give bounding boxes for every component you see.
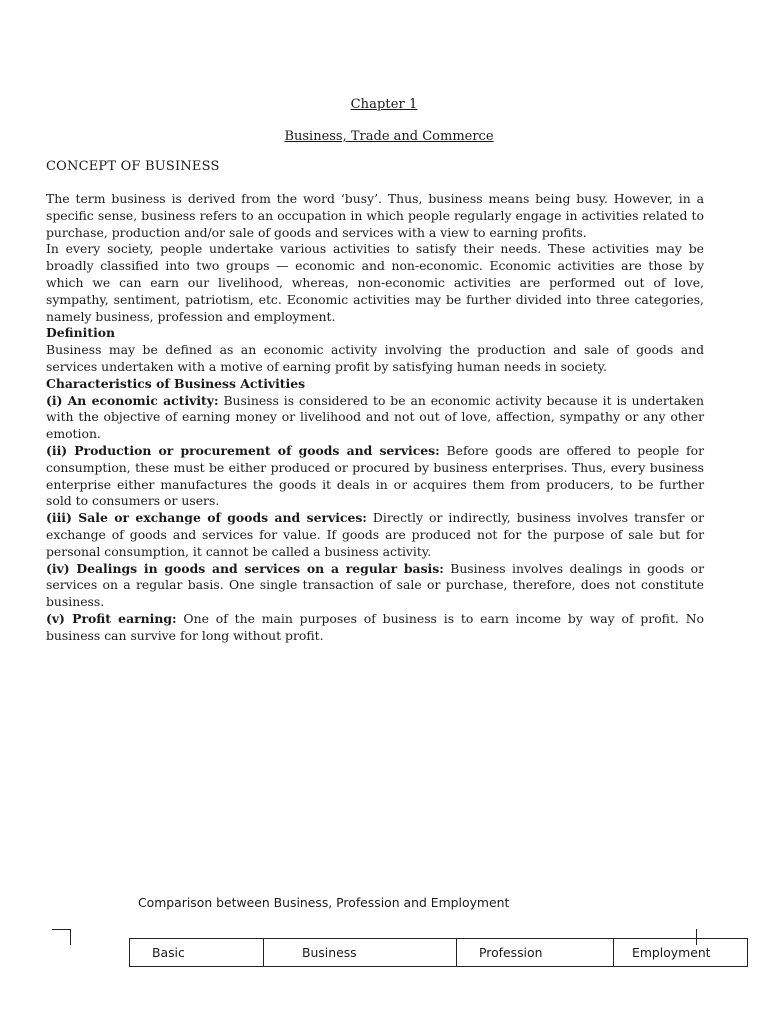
table-header-cell: Profession — [457, 939, 614, 967]
characteristic-item: (v) Profit earning: One of the main purposes of business is to earn income by way of profit. No business can survive for long without profit. — [46, 610, 704, 643]
characteristics-heading: Characteristics of Business Activities — [46, 375, 306, 391]
section-heading: CONCEPT OF BUSINESS — [46, 159, 220, 174]
table-caption: Comparison between Business, Profession and Employment — [138, 895, 510, 910]
intro-paragraph-2: In every society, people undertake various activities to satisfy their needs. These activities may be broadly classified into two groups — economic and non-economic. Economic activities are those by which we can earn our livelihood, whereas, non-economic activities are performed out of love, sympathy, sentiment, patriotism, etc. Economic activities may be further divided into three categories, namely business, profession and employment. — [46, 241, 704, 324]
characteristic-item: (i) An economic activity: Business is considered to be an economic activity because it is undertaken with the objective of earning money or livelihood and not out of love, affection, sympathy or any other emotion. — [46, 392, 704, 442]
chapter-title: Business, Trade and Commerce — [284, 129, 494, 144]
table-header-cell: Basic — [130, 939, 264, 967]
definition-heading: Definition — [46, 325, 116, 341]
table-header-cell: Employment — [614, 939, 748, 967]
definition-text: Business may be defined as an economic activity involving the production and sale of goods and services undertaken with a motive of earning profit by satisfying human needs in society. — [46, 342, 704, 374]
table-header-row — [130, 939, 748, 967]
table-header-cell: Business — [264, 939, 457, 967]
comparison-table — [129, 938, 748, 967]
chapter-number: Chapter 1 — [350, 97, 418, 112]
body-text — [46, 191, 704, 645]
corner-crop-mark-icon — [52, 929, 71, 945]
intro-paragraph-1: The term business is derived from the word ‘busy’. Thus, business means being busy. However, in a specific sense, business refers to an occupation in which people regularly engage in activities related to purchase, production and/or sale of goods and services with a view to earning profits. — [46, 191, 704, 240]
characteristic-item: (iv) Dealings in goods and services on a regular basis: Business involves dealings in goods or services on a regular basis. One single transaction of sale or purchase, therefore, does not constitute business. — [46, 560, 704, 610]
characteristic-item: (ii) Production or procurement of goods and services: Before goods are offered to people for consumption, these must be either produced or procured by business enterprises. Thus, every business enterprise either manufactures the goods it deals in or acquires them from producers, to be further sold to consumers or users. — [46, 442, 704, 509]
characteristic-item: (iii) Sale or exchange of goods and services: Directly or indirectly, business involves transfer or exchange of goods and services for value. If goods are produced not for the purpose of sale but for personal consumption, it cannot be called a business activity. — [46, 510, 704, 559]
